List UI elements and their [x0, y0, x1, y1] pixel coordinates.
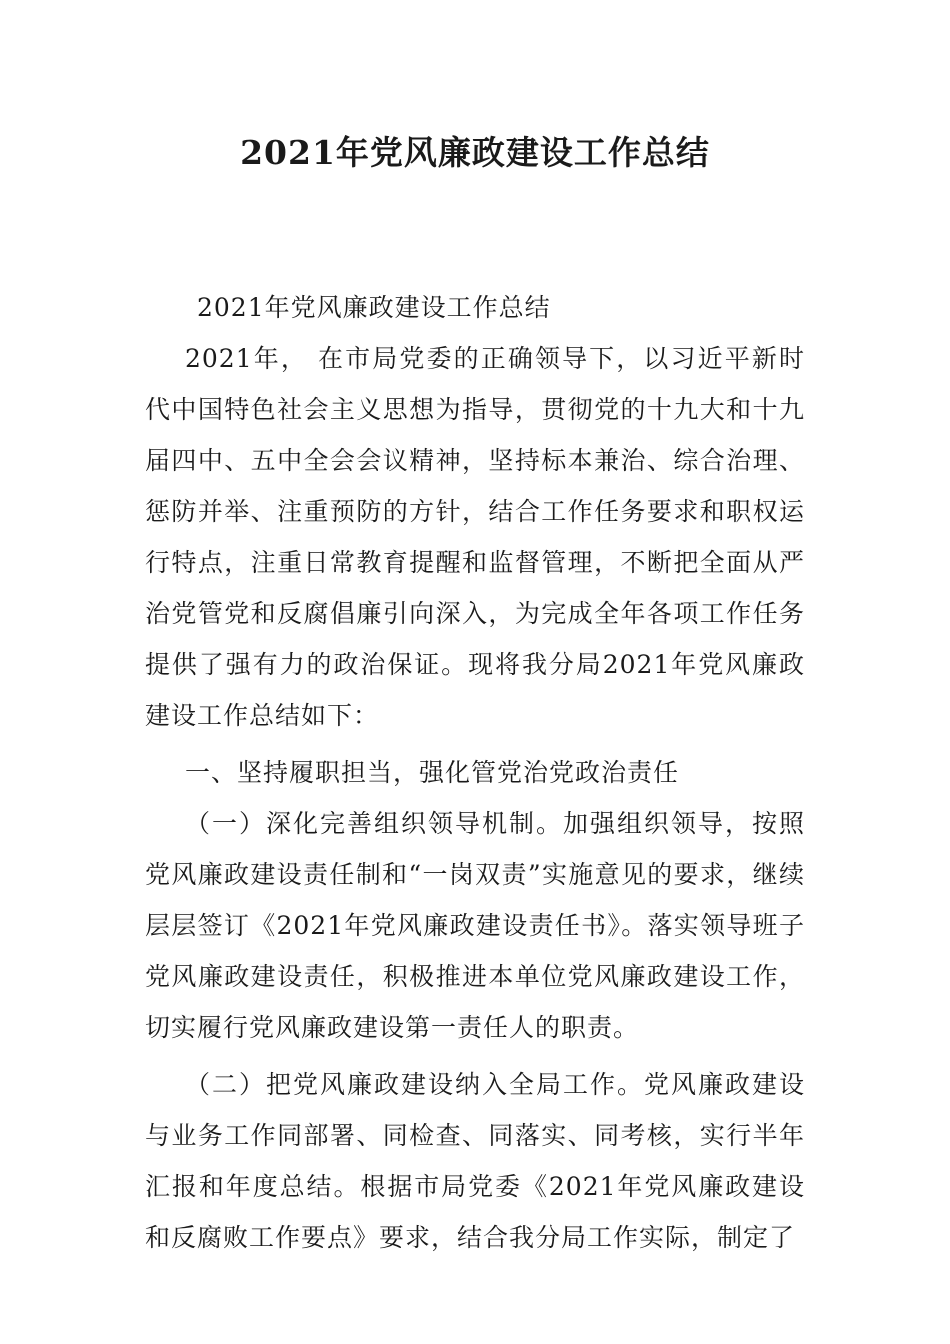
- document-body: [145, 282, 805, 1263]
- paragraph-1-1: （一）深化完善组织领导机制。加强组织领导，按照党风廉政建设责任制和“一岗双责”实施意见的要求，继续层层签订《2021年党风廉政建设责任书》。落实领导班子党风廉政建设责任，积极推进本单位党风廉政建设工作，切实履行党风廉政建设第一责任人的职责。: [145, 809, 805, 1042]
- document-subtitle: 2021年党风廉政建设工作总结: [197, 293, 551, 322]
- section-heading-1: 一、坚持履职担当，强化管党治党政治责任: [185, 758, 680, 787]
- document-title: 2021年党风廉政建设工作总结: [240, 133, 710, 172]
- paragraph-intro: 2021年， 在市局党委的正确领导下，以习近平新时代中国特色社会主义思想为指导，贯彻党的十九大和十九届四中、五中全会会议精神，坚持标本兼治、综合治理、惩防并举、注重预防的方针，结合工作任务要求和职权运行特点，注重日常教育提醒和监督管理，不断把全面从严治党管党和反腐倡廉引向深入，为完成全年各项工作任务提供了强有力的政治保证。现将我分局2021年党风廉政建设工作总结如下：: [145, 344, 805, 730]
- paragraph-1-2: （二）把党风廉政建设纳入全局工作。党风廉政建设与业务工作同部署、同检查、同落实、同考核，实行半年汇报和年度总结。根据市局党委《2021年党风廉政建设和反腐败工作要点》要求，结合我分局工作实际，制定了: [145, 1070, 805, 1252]
